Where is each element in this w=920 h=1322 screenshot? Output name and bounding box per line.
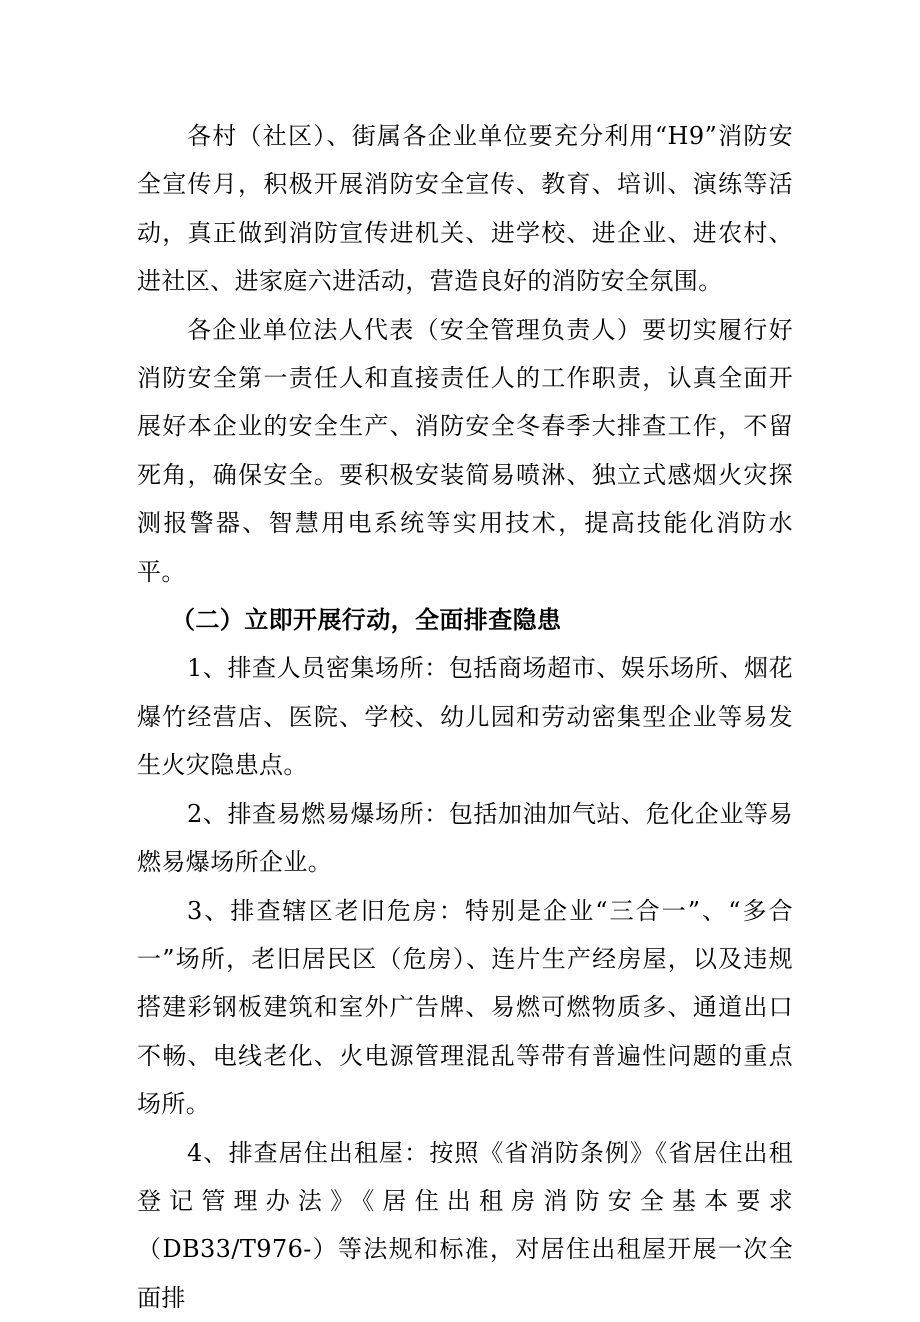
- list-item-flammable-places: 2、排查易燃易爆场所：包括加油加气站、危化企业等易燃易爆场所企业。: [137, 799, 793, 877]
- list-item-rental-housing: 4、排查居住出租屋：按照《省消防条例》《省居住出租登记管理办法》《居住出租房消防安全基本要求（DB33/T976-）等法规和标准，对居住出租屋开展一次全面排: [137, 1138, 793, 1312]
- paragraph-enterprise-responsibility: 各企业单位法人代表（安全管理负责人）要切实履行好消防安全第一责任人和直接责任人的工作职责，认真全面开展好本企业的安全生产、消防安全冬春季大排查工作，不留死角，确保安全。要积极安装简易喷淋、独立式感烟火灾探测报警器、智慧用电系统等实用技术，提高技能化消防水平。: [137, 315, 793, 586]
- list-item-old-buildings: 3、排查辖区老旧危房：特别是企业“三合一”、“多合一”场所，老旧居民区（危房）、连片生产经房屋，以及违规搭建彩钢板建筑和室外广告牌、易燃可燃物质多、通道出口不畅、电线老化、火电源管理混乱等带有普遍性问题的重点场所。: [137, 896, 793, 1119]
- list-item-crowded-places: 1、排查人员密集场所：包括商场超市、娱乐场所、烟花爆竹经营店、医院、学校、幼儿园和劳动密集型企业等易发生火灾隐患点。: [137, 654, 793, 780]
- document-body: [137, 112, 793, 1322]
- paragraph-publicity-month: 各村（社区）、街属各企业单位要充分利用“H9”消防安全宣传月，积极开展消防安全宣传、教育、培训、演练等活动，真正做到消防宣传进机关、进学校、进企业、进农村、进社区、进家庭六进活动，营造良好的消防安全氛围。: [137, 122, 793, 296]
- section-heading: （二）立即开展行动，全面排查隐患: [171, 605, 562, 635]
